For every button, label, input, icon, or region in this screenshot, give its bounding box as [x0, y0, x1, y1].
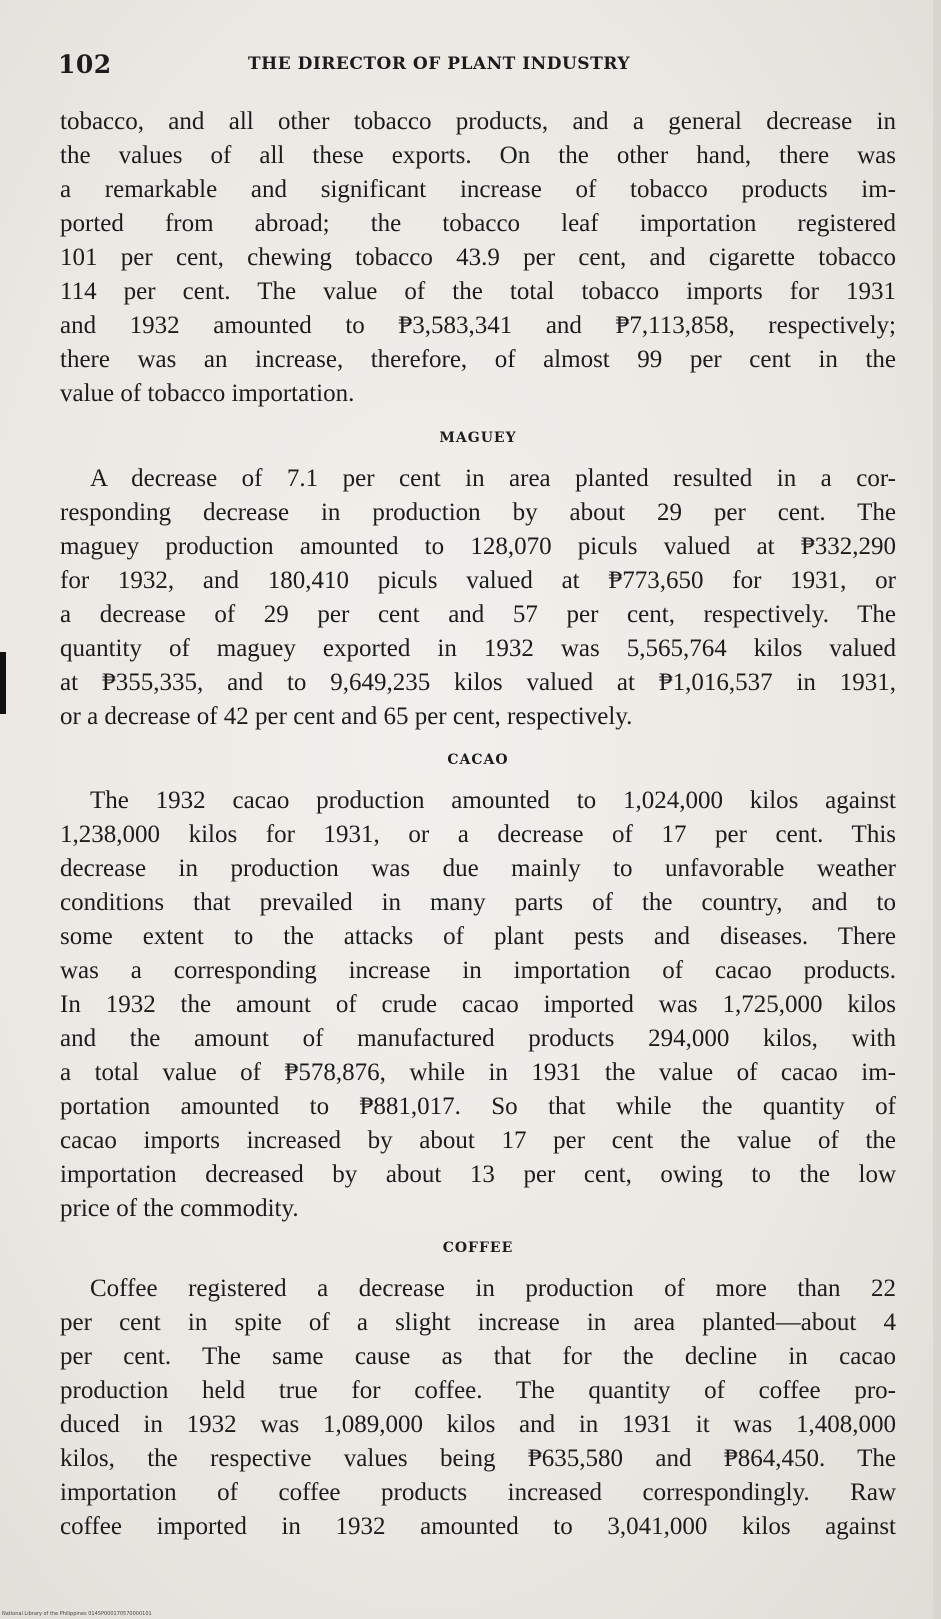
scan-credit: National Library of the Philippines 0145P000170570000101 [2, 1611, 152, 1617]
text-line: duced in 1932 was 1,089,000 kilos and in 1931 it was 1,408,000 [60, 1411, 896, 1438]
text-line: importation decreased by about 13 per cent, owing to the low [60, 1161, 896, 1188]
text-line: at ₱355,335, and to 9,649,235 kilos valued at ₱1,016,537 in 1931, [60, 669, 896, 696]
text-line: for 1932, and 180,410 piculs valued at ₱773,650 for 1931, or [60, 567, 896, 594]
text-line: coffee imported in 1932 amounted to 3,041,000 kilos against [60, 1513, 896, 1540]
text-line: tobacco, and all other tobacco products, and a general decrease in [60, 108, 896, 135]
text-line: maguey production amounted to 128,070 piculs valued at ₱332,290 [60, 533, 896, 560]
text-line: or a decrease of 42 per cent and 65 per cent, respectively. [60, 703, 633, 730]
text-line: production held true for coffee. The quantity of coffee pro- [60, 1377, 896, 1404]
text-line: portation amounted to ₱881,017. So that while the quantity of [60, 1093, 896, 1120]
text-line: In 1932 the amount of crude cacao imported was 1,725,000 kilos [60, 991, 896, 1018]
section-heading-maguey: MAGUEY [439, 430, 517, 446]
text-line: Coffee registered a decrease in production of more than 22 [90, 1275, 896, 1302]
binding-mark [0, 652, 6, 714]
running-header [58, 50, 898, 90]
text-line: value of tobacco importation. [60, 380, 355, 407]
text-line: cacao imports increased by about 17 per cent the value of the [60, 1127, 896, 1154]
section-heading-cacao: CACAO [447, 752, 509, 768]
text-line: quantity of maguey exported in 1932 was 5,565,764 kilos valued [60, 635, 896, 662]
text-line: decrease in production was due mainly to unfavorable weather [60, 855, 896, 882]
text-line: responding decrease in production by about 29 per cent. The [60, 499, 896, 526]
text-line: a decrease of 29 per cent and 57 per cent, respectively. The [60, 601, 896, 628]
text-line: some extent to the attacks of plant pests and diseases. There [60, 923, 896, 950]
text-line: importation of coffee products increased correspondingly. Raw [60, 1479, 896, 1506]
text-line: price of the commodity. [60, 1195, 299, 1222]
page-number: 102 [58, 50, 112, 79]
text-line: per cent in spite of a slight increase in area planted—about 4 [60, 1309, 896, 1336]
text-line: conditions that prevailed in many parts of the country, and to [60, 889, 896, 916]
running-title: THE DIRECTOR OF PLANT INDUSTRY [248, 54, 630, 74]
text-line: there was an increase, therefore, of almost 99 per cent in the [60, 346, 896, 373]
text-line: 101 per cent, chewing tobacco 43.9 per cent, and cigarette tobacco [60, 244, 896, 271]
text-line: and the amount of manufactured products 294,000 kilos, with [60, 1025, 896, 1052]
text-line: was a corresponding increase in importation of cacao products. [60, 957, 896, 984]
text-line: a total value of ₱578,876, while in 1931 the value of cacao im- [60, 1059, 896, 1086]
section-heading-coffee: COFFEE [442, 1240, 514, 1256]
text-line: and 1932 amounted to ₱3,583,341 and ₱7,113,858, respectively; [60, 312, 896, 339]
text-line: kilos, the respective values being ₱635,580 and ₱864,450. The [60, 1445, 896, 1472]
text-line: 114 per cent. The value of the total tobacco imports for 1931 [60, 278, 896, 305]
text-line: The 1932 cacao production amounted to 1,024,000 kilos against [90, 787, 896, 814]
page-edge-shadow [933, 0, 941, 1619]
text-line: the values of all these exports. On the other hand, there was [60, 142, 896, 169]
text-line: 1,238,000 kilos for 1931, or a decrease of 17 per cent. This [60, 821, 896, 848]
text-line: ported from abroad; the tobacco leaf importation registered [60, 210, 896, 237]
text-line: a remarkable and significant increase of tobacco products im- [60, 176, 896, 203]
text-line: A decrease of 7.1 per cent in area planted resulted in a cor- [90, 465, 896, 492]
text-line: per cent. The same cause as that for the decline in cacao [60, 1343, 896, 1370]
